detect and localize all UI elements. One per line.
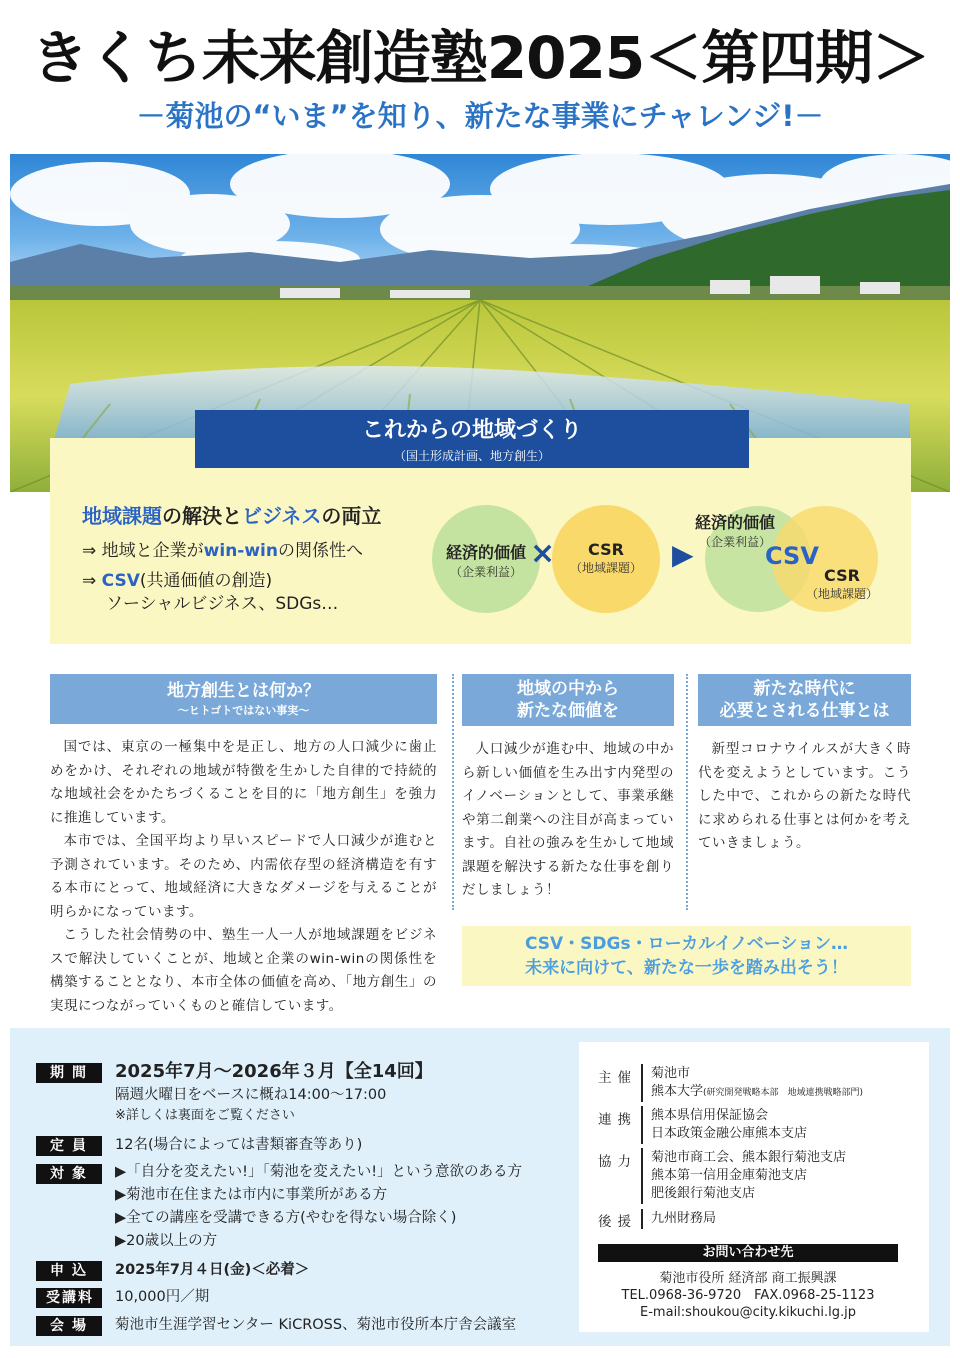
cooperation-label: 協力: [598, 1154, 637, 1170]
venn-csv-label: CSV: [765, 542, 819, 570]
period-note: ※詳しくは裏面をご覧ください: [115, 1108, 295, 1123]
target-item: ▶菊池市在住または市内に事業所がある方: [115, 1187, 388, 1203]
apply-tag: 申込: [36, 1261, 102, 1281]
column-new-value-heading: 地域の中から 新たな価値を: [462, 674, 674, 726]
partner-value: 熊本県信用保証協会 日本政策金融公庫熊本支店: [651, 1108, 808, 1141]
concept-point-csv-detail: ソーシャルビジネス、SDGs…: [106, 594, 339, 614]
csr-label: CSR （地域課題）: [569, 540, 642, 575]
period-value: 2025年7月～2026年３月【全14回】: [115, 1061, 433, 1082]
column-new-era-text: 新型コロナウイルスが大きく時代を変えようとしています。こうした中で、これからの新たな時代に求められる仕事とは何かを考えていきましょう。: [698, 741, 911, 851]
partner-label: 連携: [598, 1112, 637, 1128]
concept-point-csv: ⇒ CSV(共通価値の創造): [82, 571, 273, 591]
contact-email: E-mail:shoukou@city.kikuchi.lg.jp: [640, 1305, 856, 1320]
contact-phone: TEL.0968-36-9720 FAX.0968-25-1123: [621, 1288, 875, 1303]
column-regional-revitalization-text: 国では、東京の一極集中を是正し、地方の人口減少に歯止めをかけ、それぞれの地域が特徴を生かした自律的で持続的な地域社会をかたちづくることを目的に「地方創生」を強力に推進しています。 本市では、全国平均より早いスピードで人口減少が進むと予測されています。そのため、内需依存型の経済構造を有する本市にとって、地域経済に大きなダメージを与えることが明らかになっています。 こうした社会情勢の中、塾生一人一人が地域課題をビジネスで解決していくことが、地域と企業のwin-winの関係性を構築することとなり、本市全体の価値を高め、「地方創生」の実現につながっていくものと確信しています。: [50, 739, 437, 1014]
venue-value: 菊池市生涯学習センター KiCROSS、菊池市役所本庁舎会議室: [115, 1317, 517, 1333]
capacity-value: 12名(場合によっては書類審査等あり): [115, 1137, 363, 1153]
divider-bar: [641, 1148, 643, 1204]
divider-bar: [641, 1106, 643, 1144]
target-item: ▶20歳以上の方: [115, 1233, 218, 1249]
divider-bar: [641, 1209, 643, 1229]
column-divider: [452, 674, 454, 910]
arrow-right-icon: ▶: [672, 538, 694, 571]
economic-value-label: 経済的価値 （企業利益）: [445, 543, 526, 579]
times-icon: ×: [530, 536, 556, 571]
concept-lead: 地域課題の解決とビジネスの両立: [82, 504, 382, 528]
concept-point-winwin: ⇒ 地域と企業がwin-winの関係性へ: [82, 541, 363, 561]
support-value: 九州財務局: [651, 1211, 717, 1226]
concept-heading-banner: [195, 410, 749, 468]
cooperation-value: 菊池市商工会、熊本銀行菊池支店 熊本第一信用金庫菊池支店 肥後銀行菊池支店: [651, 1150, 847, 1201]
fee-value: 10,000円／期: [115, 1289, 210, 1305]
callout-banner: CSV・SDGs・ローカルイノベーション… 未来に向けて、新たな一歩を踏み出そう！: [462, 926, 911, 986]
host-value: 菊池市 熊本大学(研究開発戦略本部 地域連携戦略部門): [651, 1066, 864, 1099]
venue-tag: 会場: [36, 1316, 102, 1336]
period-detail: 隔週火曜日をベースに概ね14:00～17:00: [115, 1087, 387, 1103]
capacity-tag: 定員: [36, 1136, 102, 1156]
target-item: ▶「自分を変えたい!」「菊池を変えたい!」という意欲のある方: [115, 1164, 523, 1180]
column-regional-revitalization-heading: 地方創生とは何か？ ～ヒトゴトではない事実～: [50, 674, 437, 724]
concept-heading: これからの地域づくり: [361, 418, 582, 443]
apply-deadline: 2025年7月４日(金)＜必着＞: [115, 1262, 310, 1278]
target-item: ▶全ての講座を受講できる方(やむを得ない場合除く): [115, 1210, 457, 1226]
column-divider: [686, 674, 688, 910]
column-new-value-text: 人口減少が進む中、地域の中から新しい価値を生み出す内発型のイノベーションとして、事業承継や第二創業への注目が高まっています。自社の強みを生かして地域課題を解決する新たな仕事を創りだしましょう！: [462, 741, 674, 898]
contact-heading: お問い合わせ先: [598, 1244, 898, 1262]
venn-economic-label: 経済的価値 （企業利益）: [694, 513, 775, 549]
support-label: 後援: [598, 1214, 637, 1230]
period-tag: 期間: [36, 1063, 102, 1083]
divider-bar: [641, 1064, 643, 1102]
fee-tag: 受講料: [36, 1288, 102, 1308]
venn-csr-label: CSR （地域課題）: [805, 566, 878, 601]
column-new-era-heading: 新たな時代に 必要とされる仕事とは: [698, 674, 911, 726]
contact-office: 菊池市役所 経済部 商工振興課: [659, 1271, 837, 1286]
target-tag: 対象: [36, 1164, 102, 1184]
page-title: きくち未来創造塾2025＜第四期＞: [30, 24, 930, 92]
page-subtitle: －菊池の“いま”を知り、新たな事業にチャレンジ!－: [136, 99, 824, 133]
host-label: 主催: [598, 1070, 637, 1086]
concept-subheading: （国土形成計画、地方創生）: [393, 449, 550, 463]
